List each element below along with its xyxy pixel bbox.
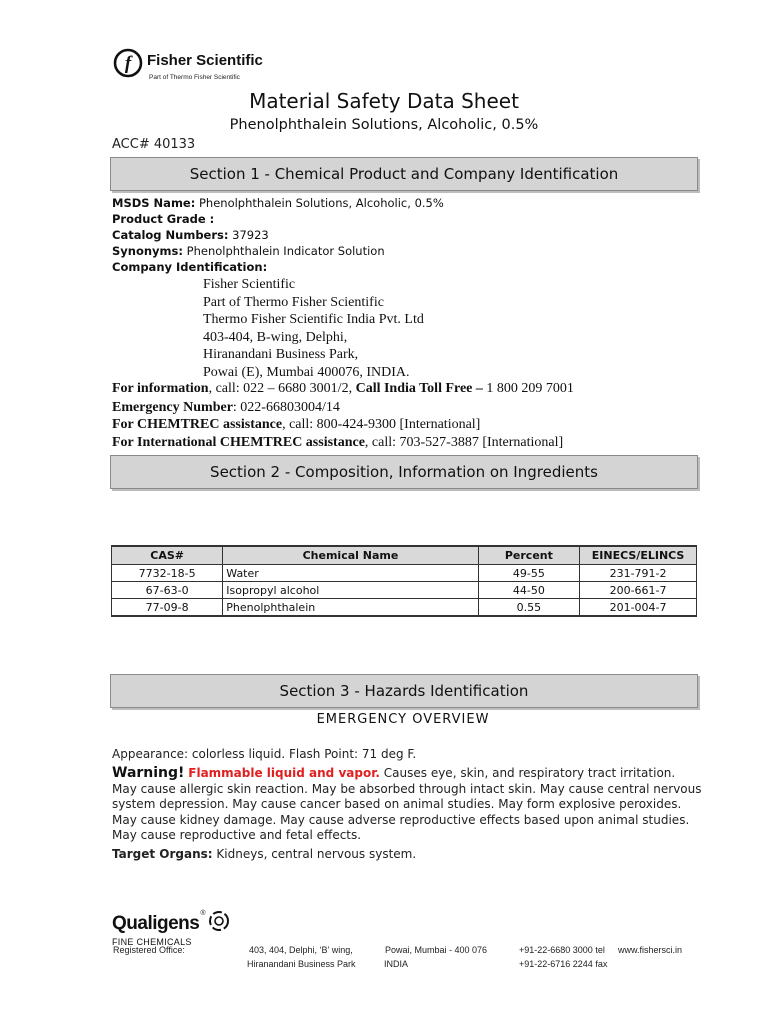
company-address [203, 276, 424, 382]
hazard-paragraph [112, 766, 702, 844]
cas-cell: 77-09-8 [112, 599, 223, 617]
target-organs-label: Target Organs: [112, 847, 213, 861]
cas-cell: 67-63-0 [112, 582, 223, 599]
msds-name-row [112, 195, 444, 211]
column-header-einecs: EINECS/ELINCS [580, 546, 697, 565]
column-header-chemical-name: Chemical Name [223, 546, 478, 565]
synonyms-label: Synonyms: [112, 244, 183, 258]
company-id-row [112, 259, 267, 275]
info-label: For information [112, 381, 209, 396]
footer-tel: +91-22-6680 3000 tel [519, 945, 605, 955]
flammable-warning: Flammable liquid and vapor. [188, 766, 380, 780]
intl-chemtrec-row [112, 435, 563, 451]
address-line: Hiranandani Business Park, [203, 347, 359, 363]
address-line: Fisher Scientific [203, 277, 296, 292]
info-value: , call: 022 – 6680 3001/2, [208, 381, 356, 396]
table-row [112, 565, 697, 582]
einecs-cell: 200-661-7 [580, 582, 697, 599]
logo-name: Fisher Scientific [147, 52, 263, 69]
product-grade-row [112, 211, 214, 227]
einecs-cell: 231-791-2 [580, 565, 697, 582]
toll-free-label: Call India Toll Free – [355, 381, 483, 396]
percent-cell: 44-50 [478, 582, 580, 599]
appearance-text: Appearance: colorless liquid. Flash Point: 71 deg F. [112, 747, 417, 761]
emergency-label: Emergency Number [112, 400, 233, 415]
catalog-value: 37923 [228, 228, 269, 242]
toll-free-value: 1 800 209 7001 [482, 381, 574, 396]
table-row [112, 582, 697, 599]
catalog-row [112, 227, 269, 243]
chemtrec-label: For CHEMTREC assistance [112, 417, 283, 432]
intl-chemtrec-value: , call: 703-527-3887 [International] [364, 435, 564, 450]
address-line: Part of Thermo Fisher Scientific [203, 294, 384, 310]
address-line: Powai (E), Mumbai 400076, INDIA. [203, 364, 410, 380]
column-header-percent: Percent [478, 546, 580, 565]
section-3-heading: Section 3 - Hazards Identification [110, 674, 698, 708]
msds-name-value: Phenolphthalein Solutions, Alcoholic, 0.5% [195, 196, 444, 210]
column-header-cas: CAS# [112, 546, 223, 565]
fisher-logo-icon [113, 48, 143, 78]
msds-name-label: MSDS Name: [112, 196, 196, 210]
logo-letter: f [124, 53, 132, 74]
fine-chemicals-label: FINE CHEMICALS [112, 937, 192, 947]
percent-cell: 49-55 [478, 565, 580, 582]
section-1-heading: Section 1 - Chemical Product and Company Identification [110, 157, 698, 191]
registered-mark: ® [200, 910, 206, 917]
section-2-heading: Section 2 - Composition, Information on Ingredients [110, 455, 698, 489]
composition-table [111, 545, 697, 617]
product-grade-label: Product Grade : [112, 212, 215, 226]
document-subtitle: Phenolphthalein Solutions, Alcoholic, 0.5% [229, 117, 539, 133]
registered-office-label: Registered Office: [113, 945, 185, 955]
qualigens-brand: Qualigens [112, 912, 200, 934]
address-line: 403-404, B-wing, Delphi, [203, 329, 348, 345]
footer-website-link[interactable]: www.fishersci.in [618, 945, 683, 955]
target-organs-row [112, 847, 702, 863]
chemical-name-cell: Water [223, 565, 478, 582]
table-header-row [112, 546, 697, 565]
acc-number: ACC# 40133 [112, 137, 196, 152]
footer-address-line2: Hiranandani Business Park [247, 959, 356, 969]
intl-chemtrec-label: For International CHEMTREC assistance [112, 435, 365, 450]
fisher-scientific-logo [113, 44, 333, 90]
info-row [112, 381, 574, 397]
synonyms-row [112, 243, 385, 259]
qualigens-logo [112, 910, 230, 947]
qualigens-swirl-icon [208, 910, 230, 937]
chemical-name-cell: Phenolphthalein [223, 599, 478, 617]
footer-fax: +91-22-6716 2244 fax [519, 959, 608, 969]
company-id-label: Company Identification: [112, 260, 268, 274]
einecs-cell: 201-004-7 [580, 599, 697, 617]
hazard-text: Causes eye, skin, and respiratory tract irritation. May cause allergic skin reaction. May be absorbed through intact skin. May cause central nervous system depression. May cause cancer based on animal studies. May form explosive peroxides. May cause kidney damage. May cause adverse reproductive effects based upon animal studies. May cause reproductive and fetal effects. [112, 766, 702, 842]
footer-city-line1: Powai, Mumbai - 400 076 [385, 945, 488, 955]
chemtrec-row [112, 417, 480, 433]
address-line: Thermo Fisher Scientific India Pvt. Ltd [203, 312, 424, 328]
footer-city-line2: INDIA [384, 959, 409, 969]
emergency-row [112, 400, 340, 416]
chemtrec-value: , call: 800-424-9300 [International] [282, 417, 481, 432]
emergency-value: : 022-66803004/14 [232, 400, 340, 415]
percent-cell: 0.55 [478, 599, 580, 617]
logo-tagline: Part of Thermo Fisher Scientific [149, 74, 240, 81]
table-row [112, 599, 697, 617]
catalog-label: Catalog Numbers: [112, 228, 229, 242]
synonyms-value: Phenolphthalein Indicator Solution [182, 244, 385, 258]
warning-word: Warning! [112, 765, 185, 781]
chemical-name-cell: Isopropyl alcohol [223, 582, 478, 599]
target-organs-value: Kidneys, central nervous system. [212, 847, 417, 861]
footer-address-line1: 403, 404, Delphi, ‘B’ wing, [249, 945, 353, 955]
cas-cell: 7732-18-5 [112, 565, 223, 582]
emergency-overview-heading: EMERGENCY OVERVIEW [316, 712, 490, 727]
document-title: Material Safety Data Sheet [249, 89, 519, 113]
